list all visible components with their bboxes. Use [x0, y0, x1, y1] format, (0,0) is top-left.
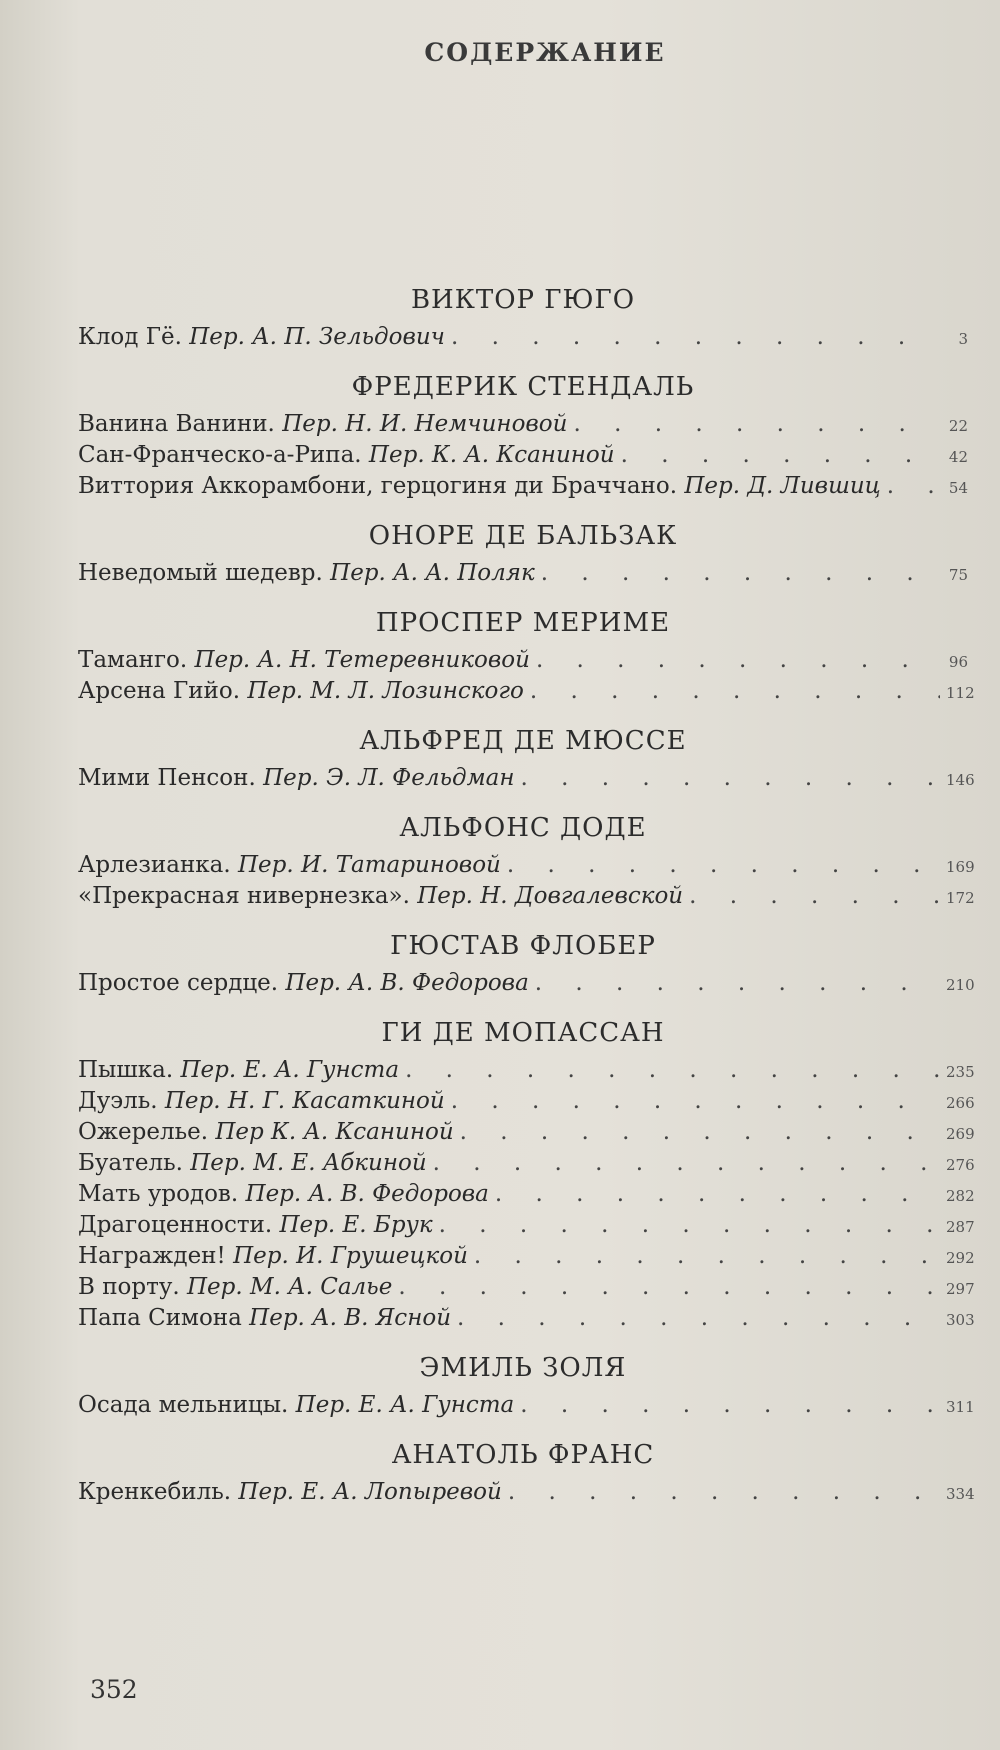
dot-leader: [439, 1211, 940, 1240]
story-title: Неведомый шедевр.: [78, 560, 323, 586]
dot-leader: [521, 764, 940, 793]
story-title: Драгоценности.: [78, 1212, 273, 1238]
translator-credit: Пер. М. А. Салье: [187, 1274, 393, 1300]
entry-text: [78, 1391, 514, 1420]
story-title: Осада мельницы.: [78, 1392, 289, 1418]
toc-entry: [78, 1478, 975, 1509]
toc-entry: [78, 1273, 975, 1304]
entry-text: [78, 472, 881, 501]
dot-leader: [508, 1478, 940, 1507]
entry-text: [78, 1149, 427, 1178]
dot-leader: [433, 1149, 940, 1178]
entry-text: [78, 559, 535, 588]
toc-entry: [78, 882, 975, 913]
entry-text: [78, 677, 524, 706]
story-title: Виттория Аккорамбони, герцогиня ди Браччано.: [78, 473, 678, 499]
entry-page-number: 303: [946, 1311, 975, 1329]
entry-text: [78, 969, 529, 998]
story-title: Сан-Франческо-а-Рипа.: [78, 442, 362, 468]
story-title: Дуэль.: [78, 1088, 158, 1114]
story-title: Клод Гё.: [78, 324, 182, 350]
dot-leader: [621, 441, 940, 470]
entry-page-number: 96: [948, 653, 968, 671]
story-title: Кренкебиль.: [78, 1479, 232, 1505]
entry-page-number: 75: [948, 566, 968, 584]
entry-page-number: 210: [946, 976, 975, 994]
toc-entry: [78, 1118, 975, 1149]
dot-leader: [507, 851, 940, 880]
toc-entry: [78, 1304, 975, 1335]
entry-page-number: 297: [946, 1280, 975, 1298]
story-title: Папа Симона: [78, 1305, 242, 1331]
toc-entry: [78, 1149, 975, 1180]
story-title: Простое сердце.: [78, 970, 279, 996]
story-title: Буатель.: [78, 1150, 183, 1176]
translator-credit: Пер. А. П. Зельдович: [189, 324, 445, 350]
translator-credit: Пер. А. А. Поляк: [330, 560, 535, 586]
translator-credit: Пер. А. В. Федорова: [285, 970, 529, 996]
entry-page-number: 42: [948, 448, 968, 466]
story-title: Арлезианка.: [78, 852, 231, 878]
story-title: Ожерелье.: [78, 1119, 209, 1145]
author-heading: АНАТОЛЬ ФРАНС: [391, 1440, 655, 1470]
entry-page-number: 235: [946, 1063, 975, 1081]
author-heading: ОНОРЕ ДЕ БАЛЬЗАК: [368, 521, 678, 551]
entry-page-number: 266: [946, 1094, 975, 1112]
toc-entry: [78, 1087, 975, 1118]
entry-text: [78, 1304, 451, 1333]
dot-leader: [541, 559, 940, 588]
entry-page-number: 287: [946, 1218, 975, 1236]
toc-entry: [78, 851, 975, 882]
story-title: Награжден!: [78, 1243, 226, 1269]
entry-page-number: 269: [946, 1125, 975, 1143]
entry-text: [78, 1242, 468, 1271]
toc-entry: [78, 1211, 975, 1242]
dot-leader: [451, 323, 940, 352]
toc-entry: [78, 646, 968, 677]
toc-entry: [78, 677, 975, 708]
translator-credit: Пер. Е. А. Лопыревой: [238, 1479, 502, 1505]
entry-text: [78, 1180, 489, 1209]
author-heading: ВИКТОР ГЮГО: [410, 285, 636, 315]
story-title: Мими Пенсон.: [78, 765, 256, 791]
dot-leader: [536, 646, 940, 675]
page-number: 352: [90, 1675, 138, 1704]
author-heading: ПРОСПЕР МЕРИМЕ: [375, 608, 671, 638]
entry-page-number: 292: [946, 1249, 975, 1267]
page-title: СОДЕРЖАНИЕ: [424, 38, 666, 67]
story-title: В порту.: [78, 1274, 180, 1300]
story-title: «Прекрасная нивернезка».: [78, 883, 410, 909]
dot-leader: [405, 1056, 940, 1085]
toc-entry: [78, 1180, 975, 1211]
toc-entry: [78, 441, 968, 472]
translator-credit: Пер. Е. А. Гунста: [295, 1392, 515, 1418]
translator-credit: Пер. Н. Довгалевской: [417, 883, 684, 909]
entry-text: [78, 1056, 399, 1085]
toc-entry: [78, 472, 968, 503]
author-heading: АЛЬФОНС ДОДЕ: [399, 813, 647, 843]
story-title: Мать уродов.: [78, 1181, 239, 1207]
entry-page-number: 3: [958, 330, 968, 348]
story-title: Таманго.: [78, 647, 188, 673]
translator-credit: Пер. Д. Лившиц: [684, 473, 881, 499]
entry-text: [78, 1118, 454, 1147]
toc-entry: [78, 969, 975, 1000]
entry-text: [78, 1087, 445, 1116]
toc-entry: [78, 559, 968, 590]
translator-credit: Пер. Н. Г. Касаткиной: [164, 1088, 445, 1114]
dot-leader: [495, 1180, 940, 1209]
entry-text: [78, 441, 615, 470]
dot-leader: [451, 1087, 940, 1116]
entry-text: [78, 323, 445, 352]
toc-entry: [78, 764, 975, 795]
translator-credit: Пер. И. Татариновой: [238, 852, 501, 878]
author-heading: АЛЬФРЕД ДЕ МЮССЕ: [359, 726, 687, 756]
story-title: Арсена Гийо.: [78, 678, 241, 704]
translator-credit: Пер. И. Грушецкой: [233, 1243, 468, 1269]
translator-credit: Пер. А. В. Ясной: [249, 1305, 452, 1331]
entry-text: [78, 1211, 433, 1240]
entry-page-number: 311: [946, 1398, 975, 1416]
dot-leader: [689, 882, 940, 911]
author-heading: ФРЕДЕРИК СТЕНДАЛЬ: [351, 372, 695, 402]
toc-entry: [78, 323, 968, 354]
author-heading: ЭМИЛЬ ЗОЛЯ: [419, 1353, 627, 1383]
entry-text: [78, 1478, 502, 1507]
entry-page-number: 146: [946, 771, 975, 789]
dot-leader: [530, 677, 940, 706]
dot-leader: [520, 1391, 940, 1420]
entry-page-number: 276: [946, 1156, 975, 1174]
dot-leader: [535, 969, 940, 998]
entry-page-number: 169: [946, 858, 975, 876]
translator-credit: Пер. К. А. Ксаниной: [368, 442, 615, 468]
dot-leader: [460, 1118, 940, 1147]
dot-leader: [398, 1273, 940, 1302]
story-title: Ванина Ванини.: [78, 411, 275, 437]
toc-entry: [78, 1056, 975, 1087]
entry-page-number: 172: [946, 889, 975, 907]
translator-credit: Пер. А. В. Федорова: [245, 1181, 489, 1207]
toc-entry: [78, 410, 968, 441]
author-heading: ГЮСТАВ ФЛОБЕР: [390, 931, 656, 961]
story-title: Пышка.: [78, 1057, 174, 1083]
dot-leader: [573, 410, 940, 439]
entry-text: [78, 764, 515, 793]
entry-text: [78, 1273, 392, 1302]
entry-page-number: 112: [946, 684, 975, 702]
entry-text: [78, 646, 530, 675]
entry-text: [78, 851, 501, 880]
entry-page-number: 334: [946, 1485, 975, 1503]
toc-entry: [78, 1242, 975, 1273]
translator-credit: Пер. Е. А. Гунста: [180, 1057, 400, 1083]
translator-credit: Пер. Э. Л. Фельдман: [263, 765, 515, 791]
translator-credit: Пер К. А. Ксаниной: [215, 1119, 454, 1145]
entry-page-number: 282: [946, 1187, 975, 1205]
entry-text: [78, 410, 567, 439]
translator-credit: Пер. А. Н. Тетеревниковой: [194, 647, 530, 673]
table-of-contents: [78, 285, 975, 1509]
translator-credit: Пер. М. Л. Лозинского: [247, 678, 524, 704]
entry-text: [78, 882, 683, 911]
dot-leader: [457, 1304, 940, 1333]
translator-credit: Пер. Е. Брук: [279, 1212, 433, 1238]
entry-page-number: 22: [948, 417, 968, 435]
dot-leader: [887, 472, 940, 501]
toc-entry: [78, 1391, 975, 1422]
dot-leader: [474, 1242, 940, 1271]
translator-credit: Пер. М. Е. Абкиной: [190, 1150, 427, 1176]
author-heading: ГИ ДЕ МОПАССАН: [381, 1018, 665, 1048]
translator-credit: Пер. Н. И. Немчиновой: [282, 411, 568, 437]
entry-page-number: 54: [948, 479, 968, 497]
